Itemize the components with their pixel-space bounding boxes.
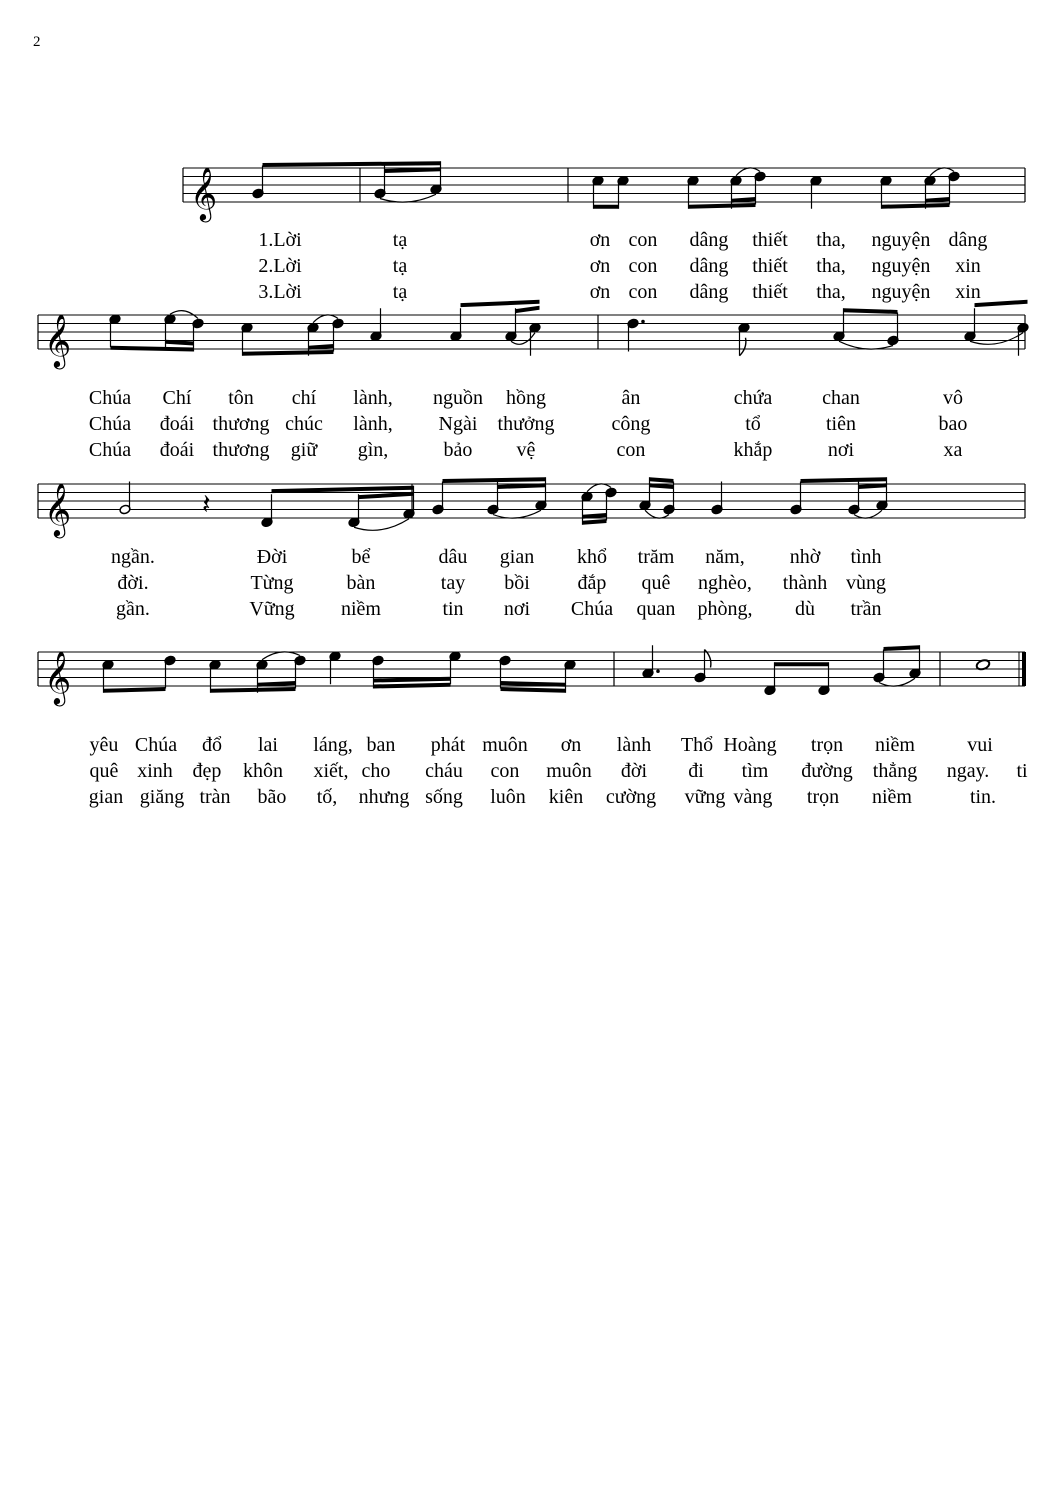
lyric-syllable: Chí: [162, 387, 192, 409]
lyric-syllable: bể: [351, 546, 371, 568]
lyric-syllable: niềm: [341, 598, 381, 620]
lyric-syllable: tha,: [816, 255, 846, 277]
lyric-syllable: ơn: [589, 255, 611, 277]
lyric-syllable: tôn: [228, 387, 254, 409]
lyric-syllable: nghèo,: [698, 572, 752, 594]
lyric-syllable: yêu: [89, 734, 119, 756]
lyric-syllable: thành: [782, 572, 828, 594]
lyric-syllable: dâng: [689, 255, 729, 277]
slur: [354, 519, 409, 531]
beam: [594, 205, 619, 209]
lyric-syllable: thiết: [752, 255, 788, 277]
lyric-line: [0, 733, 1061, 757]
lyric-syllable: tiên: [826, 413, 856, 435]
beam: [884, 645, 920, 651]
beam: [650, 477, 674, 483]
lyric-syllable: muôn: [482, 734, 528, 756]
lyric-syllable: tạ: [392, 255, 408, 277]
final-barline-thick: [1022, 652, 1026, 686]
beam: [775, 662, 829, 666]
treble-clef-icon: 𝄞: [44, 650, 72, 704]
lyric-syllable: láng,: [313, 734, 353, 756]
lyric-syllable: phát: [430, 734, 466, 756]
lyric-syllable: ti: [1016, 760, 1028, 782]
lyric-syllable: tạ: [392, 281, 408, 303]
augmentation-dot: [656, 669, 660, 673]
lyric-syllable: Vững: [249, 598, 295, 620]
lyric-syllable: niềm: [875, 734, 915, 756]
lyric-syllable: dâng: [689, 229, 729, 251]
lyric-syllable: thiết: [752, 281, 788, 303]
treble-clef-icon: 𝄞: [44, 482, 72, 536]
lyric-syllable: đường: [801, 760, 853, 782]
lyric-syllable: gần.: [116, 598, 150, 620]
lyric-syllable: vững: [684, 786, 726, 808]
lyric-syllable: Chúa: [134, 734, 178, 756]
lyric-line: [0, 228, 1061, 252]
lyric-syllable: 3.Lời: [258, 281, 302, 303]
lyric-syllable: khôn: [243, 760, 283, 782]
lyric-line: [0, 280, 1061, 304]
lyric-syllable: đời: [620, 760, 648, 782]
lyric-syllable: ban: [366, 734, 396, 756]
beam: [844, 308, 898, 314]
lyric-syllable: niềm: [872, 786, 912, 808]
lyric-line: [0, 438, 1061, 462]
lyric-syllable: đắp: [577, 572, 607, 594]
lyric-syllable: ân: [621, 387, 641, 409]
beam: [263, 161, 441, 167]
lyric-syllable: thiết: [752, 229, 788, 251]
lyric-syllable: tạ: [392, 229, 408, 251]
lyric-syllable: dâng: [948, 229, 988, 251]
lyric-syllable: dâu: [438, 546, 468, 568]
lyric-syllable: lành: [616, 734, 652, 756]
lyric-syllable: tin: [442, 598, 464, 620]
lyric-syllable: con: [628, 281, 658, 303]
lyric-syllable: sống: [425, 786, 463, 808]
beam: [583, 519, 607, 525]
lyric-syllable: trọn: [810, 734, 844, 756]
lyric-syllable: ơn: [589, 281, 611, 303]
lyric-syllable: Đời: [256, 546, 288, 568]
quarter-rest-icon: 𝄽: [202, 487, 211, 521]
lyric-syllable: con: [628, 255, 658, 277]
lyric-syllable: tràn: [199, 786, 231, 808]
lyric-syllable: thẳng: [872, 760, 918, 782]
lyric-syllable: lành,: [353, 387, 393, 409]
lyric-syllable: Ngài: [438, 413, 478, 435]
lyric-syllable: thương: [212, 439, 270, 461]
lyric-syllable: lai: [258, 734, 278, 756]
lyric-syllable: Chúa: [88, 413, 132, 435]
beam: [443, 477, 546, 483]
lyric-syllable: phòng,: [697, 598, 753, 620]
lyric-syllable: cường: [605, 786, 657, 808]
lyric-syllable: xin: [955, 281, 981, 303]
lyric-syllable: đoái: [159, 439, 195, 461]
lyric-syllable: vệ: [516, 439, 536, 461]
lyric-syllable: cho: [361, 760, 391, 782]
lyric-syllable: tố,: [316, 786, 338, 808]
lyric-syllable: vàng: [733, 786, 773, 808]
lyric-syllable: bảo: [443, 439, 473, 461]
augmentation-dot: [641, 320, 645, 324]
lyric-syllable: chứa: [733, 387, 773, 409]
lyric-syllable: giữ: [290, 439, 318, 461]
lyric-syllable: gian: [499, 546, 535, 568]
lyric-syllable: công: [611, 413, 651, 435]
slur: [380, 194, 436, 202]
lyric-syllable: xiết,: [313, 760, 349, 782]
lyric-syllable: tin.: [969, 786, 997, 808]
treble-clef-icon: 𝄞: [44, 313, 72, 367]
lyric-syllable: đổ: [202, 734, 222, 756]
lyric-syllable: 2.Lời: [258, 255, 302, 277]
lyric-syllable: tình: [850, 546, 882, 568]
lyric-syllable: dâng: [689, 281, 729, 303]
lyric-syllable: xin: [955, 255, 981, 277]
lyric-syllable: thương: [212, 413, 270, 435]
lyric-syllable: trần: [850, 598, 882, 620]
lyric-syllable: cháu: [425, 760, 463, 782]
lyric-line: [0, 597, 1061, 621]
lyric-syllable: khổ: [577, 546, 607, 568]
lyric-syllable: nguyện: [871, 229, 931, 251]
lyric-line: [0, 571, 1061, 595]
beam: [516, 306, 540, 313]
lyric-line: [0, 386, 1061, 410]
slur: [839, 341, 893, 349]
lyric-syllable: Chúa: [88, 439, 132, 461]
lyric-syllable: nguồn: [433, 387, 483, 409]
lyric-line: [0, 412, 1061, 436]
beam: [243, 350, 334, 356]
lyric-syllable: chan: [822, 387, 860, 409]
lyric-syllable: đoái: [159, 413, 195, 435]
staff-system: [0, 612, 1061, 732]
lyric-syllable: đi: [688, 760, 704, 782]
lyric-syllable: muôn: [546, 760, 592, 782]
lyric-syllable: bàn: [346, 572, 376, 594]
slur: [262, 652, 300, 660]
lyric-syllable: đẹp: [192, 760, 222, 782]
lyric-syllable: trăm: [637, 546, 675, 568]
lyric-syllable: tìm: [741, 760, 769, 782]
lyric-syllable: luôn: [490, 786, 526, 808]
lyric-syllable: tay: [440, 572, 466, 594]
beam: [374, 683, 451, 689]
beam: [801, 477, 887, 483]
lyric-syllable: quan: [636, 598, 676, 620]
beam: [104, 687, 166, 693]
lyric-syllable: tha,: [816, 281, 846, 303]
slur: [879, 678, 915, 686]
lyric-syllable: Thổ: [680, 734, 714, 756]
lyric-syllable: gìn,: [357, 439, 389, 461]
beam: [211, 687, 296, 693]
lyric-syllable: nguyện: [871, 255, 931, 277]
lyric-syllable: ơn: [589, 229, 611, 251]
treble-clef-icon: 𝄞: [190, 166, 218, 220]
lyric-syllable: nhưng: [358, 786, 410, 808]
lyric-line: [0, 545, 1061, 569]
lyric-syllable: vô: [943, 387, 963, 409]
lyric-syllable: 1.Lời: [258, 229, 302, 251]
lyric-syllable: Hoàng: [723, 734, 777, 756]
lyric-syllable: nhờ: [789, 546, 821, 568]
lyric-syllable: gian: [88, 786, 124, 808]
beam: [501, 687, 566, 693]
lyric-syllable: nơi: [827, 439, 855, 461]
lyric-syllable: bão: [257, 786, 287, 808]
lyric-syllable: vui: [967, 734, 993, 756]
beam: [689, 203, 756, 209]
beam: [882, 203, 950, 209]
lyric-syllable: hồng: [506, 387, 546, 409]
lyric-syllable: kiên: [548, 786, 584, 808]
lyric-syllable: khắp: [733, 439, 773, 461]
lyric-syllable: quê: [641, 572, 671, 594]
slur: [493, 510, 541, 518]
lyric-syllable: tha,: [816, 229, 846, 251]
slur: [970, 333, 1023, 345]
lyric-syllable: con: [616, 439, 646, 461]
lyric-syllable: dù: [795, 598, 815, 620]
lyric-syllable: Chúa: [88, 387, 132, 409]
lyric-syllable: năm,: [705, 546, 745, 568]
lyric-syllable: bao: [938, 413, 968, 435]
page-number: 2: [33, 34, 41, 50]
lyric-syllable: Từng: [250, 572, 294, 594]
lyric-syllable: chí: [291, 387, 317, 409]
lyric-line: [0, 254, 1061, 278]
lyric-syllable: nguyện: [871, 281, 931, 303]
lyric-syllable: xa: [943, 439, 963, 461]
lyric-syllable: vùng: [846, 572, 886, 594]
lyric-syllable: bồi: [504, 572, 530, 594]
lyric-syllable: thưởng: [497, 413, 555, 435]
lyric-syllable: trọn: [806, 786, 840, 808]
lyric-syllable: ngay.: [946, 760, 990, 782]
lyric-syllable: ngần.: [111, 546, 155, 568]
lyric-syllable: đời.: [117, 572, 149, 594]
lyric-syllable: tổ: [745, 413, 761, 435]
lyric-syllable: chúc: [285, 413, 323, 435]
lyric-line: [0, 785, 1061, 809]
lyric-syllable: nơi: [503, 598, 531, 620]
lyric-syllable: xinh: [137, 760, 173, 782]
lyric-syllable: ơn: [560, 734, 582, 756]
lyric-syllable: con: [628, 229, 658, 251]
lyric-syllable: Chúa: [570, 598, 614, 620]
lyric-line: [0, 759, 1061, 783]
lyric-syllable: quê: [89, 760, 119, 782]
lyric-syllable: giăng: [139, 786, 185, 808]
beam: [111, 346, 194, 352]
lyric-syllable: lành,: [353, 413, 393, 435]
lyric-syllable: con: [490, 760, 520, 782]
